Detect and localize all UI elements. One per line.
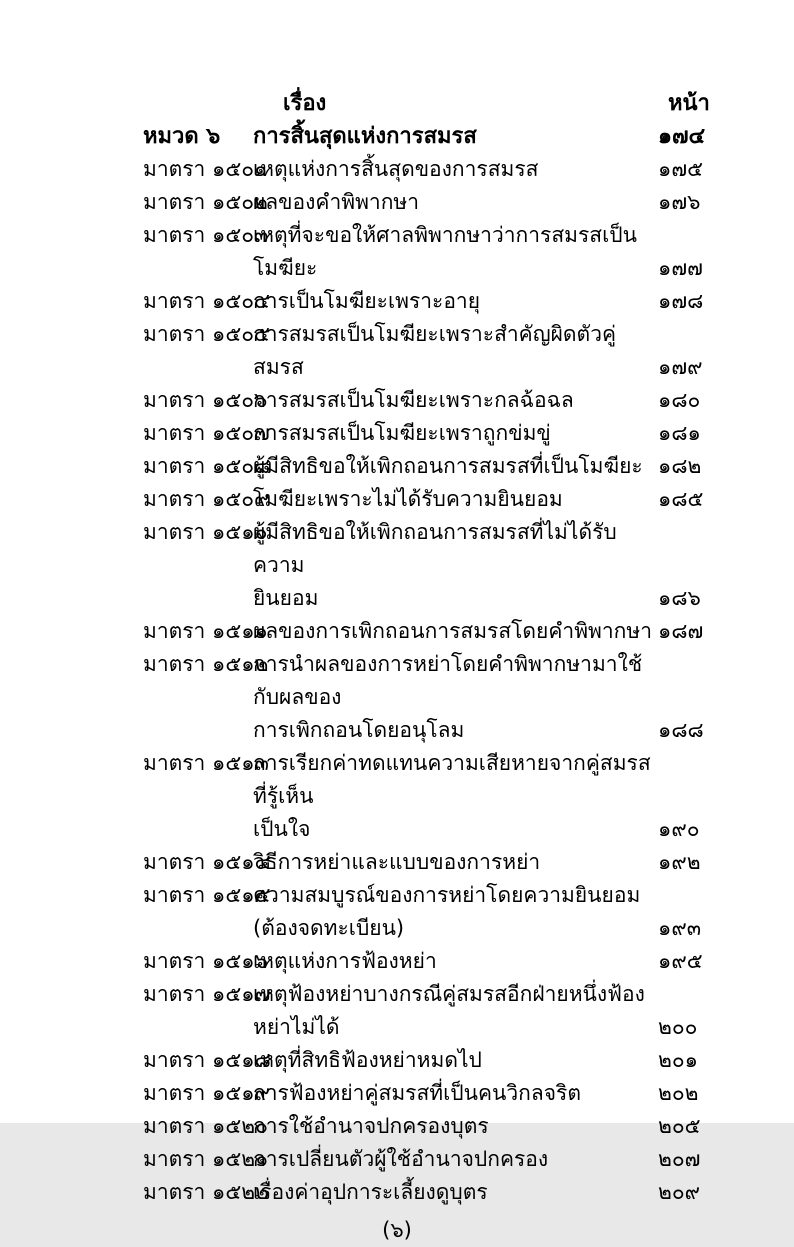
entry-section-label: มาตรา ๑๕๐๘ [143,454,271,478]
entry-section-label: มาตรา ๑๕๑๖ [143,949,268,973]
entry-title [253,1077,658,1110]
toc-entry-row [143,1176,794,1209]
entry-page-number: ๑๘๑ [658,421,701,445]
entry-title [253,978,658,1044]
entry-page-number: ๒๐๕ [658,1114,701,1138]
toc-entry-row [143,846,794,879]
toc-entry-row [143,648,794,747]
entry-title-line1: ผู้มีสิทธิขอให้เพิกถอนการสมรสที่ไม่ได้รับความ [253,520,617,577]
entry-section-label: มาตรา ๑๕๑๘ [143,1048,271,1072]
entry-page-number: ๑๙๕ [658,949,703,973]
toc-entry-row [143,945,794,978]
entry-title-line1: เหตุแห่งการฟ้องหย่า [253,949,437,973]
entry-title-line1: เหตุฟ้องหย่าบางกรณีคู่สมรสอีกฝ่ายหนึ่งฟ้องหย่าไม่ได้ [253,982,645,1039]
entry-section-label: มาตรา ๑๕๐๒ [143,190,268,214]
entry-page-number: ๑๗๘ [658,289,704,313]
chapter-title: การสิ้นสุดแห่งการสมรส [253,124,477,149]
entry-page-number: ๒๐๙ [658,1180,701,1204]
toc-entry-row [143,153,794,186]
column-header-page: หน้า [668,91,710,116]
page-footer [0,1214,794,1247]
entry-page-number: ๑๗๙ [658,355,703,379]
entry-page-number: ๑๘๒ [658,454,702,478]
entry-section-label: มาตรา ๑๕๑๔ [143,850,271,874]
entry-title-line2: (ต้องจดทะเบียน) [253,916,405,940]
entry-section-label: มาตรา ๑๕๑๕ [143,883,271,907]
entry-section-label: มาตรา ๑๕๐๕ [143,322,270,346]
chapter-label: หมวด ๖ [143,124,221,149]
entry-title [253,516,658,615]
entry-title-line1: ผลของคำพิพากษา [253,190,420,214]
entry-section-label: มาตรา ๑๕๐๗ [143,421,270,445]
entry-page-number: ๑๘๘ [658,718,704,742]
entry-section-label: มาตรา ๑๕๒๒ [143,1180,269,1204]
toc-header-row [143,87,794,120]
entry-title [253,1110,658,1143]
entry-page-number: ๑๗๖ [658,190,701,214]
entry-page-number: ๒๐๑ [658,1048,698,1072]
toc-entry-row [143,978,794,1044]
toc-entry-row [143,219,794,285]
entry-title-line1: เหตุที่จะขอให้ศาลพิพากษาว่าการสมรสเป็นโมฆียะ [253,223,637,280]
entry-section-label: มาตรา ๑๕๑๗ [143,982,271,1006]
toc-entries [143,153,794,1209]
entry-title [253,450,658,483]
toc-entry-row [143,417,794,450]
toc-entry-row [143,483,794,516]
toc-entry-row [143,516,794,615]
toc-entry-row [143,285,794,318]
entry-title [253,318,658,384]
entry-title [253,879,658,945]
entry-title-line1: เหตุที่สิทธิฟ้องหย่าหมดไป [253,1048,482,1072]
toc-entry-row [143,615,794,648]
entry-page-number: ๒๐๗ [658,1147,701,1171]
entry-section-label: มาตรา ๑๕๒๐ [143,1114,268,1138]
entry-title-line1: การเรียกค่าทดแทนความเสียหายจากคู่สมรสที่รู้เห็น [253,751,651,808]
entry-title-line1: เรื่องค่าอุปการะเลี้ยงดูบุตร [253,1180,488,1204]
column-header-subject: เรื่อง [283,91,327,116]
toc-entry-row [143,1044,794,1077]
toc-entry-row [143,384,794,417]
chapter-page-number: ๑๗๔ [658,124,706,149]
entry-title-line1: การใช้อำนาจปกครองบุตร [253,1114,489,1138]
entry-section-label: มาตรา ๑๕๑๓ [143,751,269,775]
entry-title-line1: เหตุแห่งการสิ้นสุดของการสมรส [253,157,539,181]
entry-title [253,1044,658,1077]
entry-page-number: ๑๗๕ [658,157,704,181]
entry-title-line1: การสมรสเป็นโมฆียะเพราถูกข่มขู่ [253,421,551,445]
toc-entry-row [143,1143,794,1176]
toc-entry-row [143,318,794,384]
entry-title-line1: การเปลี่ยนตัวผู้ใช้อำนาจปกครอง [253,1147,549,1171]
entry-title [253,1143,658,1176]
chapter-row [143,120,794,153]
entry-section-label: มาตรา ๑๕๐๓ [143,223,269,247]
entry-title-line2: ยินยอม [253,586,319,610]
entry-title [253,153,658,186]
entry-title [253,945,658,978]
entry-title [253,846,658,879]
footer-page-number: (๖) [382,1218,412,1242]
entry-page-number: ๑๗๗ [658,256,703,280]
entry-title-line2: เป็นใจ [253,817,311,841]
entry-page-number: ๑๙๐ [658,817,700,841]
entry-title [253,615,658,648]
entry-title [253,417,658,450]
entry-title-line1: การเป็นโมฆียะเพราะอายุ [253,289,481,313]
entry-section-label: มาตรา ๑๕๐๙ [143,487,270,511]
entry-section-label: มาตรา ๑๕๑๙ [143,1081,270,1105]
entry-section-label: มาตรา ๑๕๒๑ [143,1147,269,1171]
entry-page-number: ๑๘๐ [658,388,701,412]
entry-section-label: มาตรา ๑๕๐๔ [143,289,270,313]
entry-title [253,747,658,846]
entry-page-number: ๑๘๗ [658,619,704,643]
toc-entry-row [143,747,794,846]
entry-section-label: มาตรา ๑๕๑๐ [143,520,268,544]
entry-page-number: ๑๘๕ [658,487,704,511]
entry-section-label: มาตรา ๑๕๐๑ [143,157,268,181]
entry-page-number: ๒๐๒ [658,1081,699,1105]
entry-title-line1: โมฆียะเพราะไม่ได้รับความยินยอม [253,487,563,511]
toc-entry-row [143,879,794,945]
entry-title [253,219,658,285]
entry-page-number: ๑๙๒ [658,850,701,874]
entry-title-line1: การนำผลของการหย่าโดยคำพิพากษามาใช้กับผลของ [253,652,643,709]
toc-entry-row [143,186,794,219]
entry-page-number: ๑๙๓ [658,916,702,940]
entry-title-line1: ความสมบูรณ์ของการหย่าโดยความยินยอม [253,883,641,907]
entry-title [253,648,658,747]
entry-title [253,1176,658,1209]
toc-entry-row [143,450,794,483]
entry-section-label: มาตรา ๑๕๑๒ [143,652,269,676]
entry-title-line1: วิธีการหย่าและแบบของการหย่า [253,850,541,874]
entry-page-number: ๒๐๐ [658,1015,698,1039]
entry-title [253,186,658,219]
entry-section-label: มาตรา ๑๕๐๖ [143,388,268,412]
entry-title-line1: การสมรสเป็นโมฆียะเพราะกลฉ้อฉล [253,388,574,412]
entry-title-line1: ผลของการเพิกถอนการสมรสโดยคำพิพากษา [253,619,653,643]
entry-title-line2: การเพิกถอนโดยอนุโลม [253,718,465,742]
entry-title-line1: ผู้มีสิทธิขอให้เพิกถอนการสมรสที่เป็นโมฆียะ [253,454,643,478]
toc-entry-row [143,1077,794,1110]
entry-title-line1: การสมรสเป็นโมฆียะเพราะสำคัญผิดตัวคู่สมรส [253,322,617,379]
toc-entry-row [143,1110,794,1143]
entry-page-number: ๑๘๖ [658,586,701,610]
entry-section-label: มาตรา ๑๕๑๑ [143,619,268,643]
entry-title [253,483,658,516]
entry-title-line1: การฟ้องหย่าคู่สมรสที่เป็นคนวิกลจริต [253,1081,581,1105]
entry-title [253,384,658,417]
entry-title [253,285,658,318]
